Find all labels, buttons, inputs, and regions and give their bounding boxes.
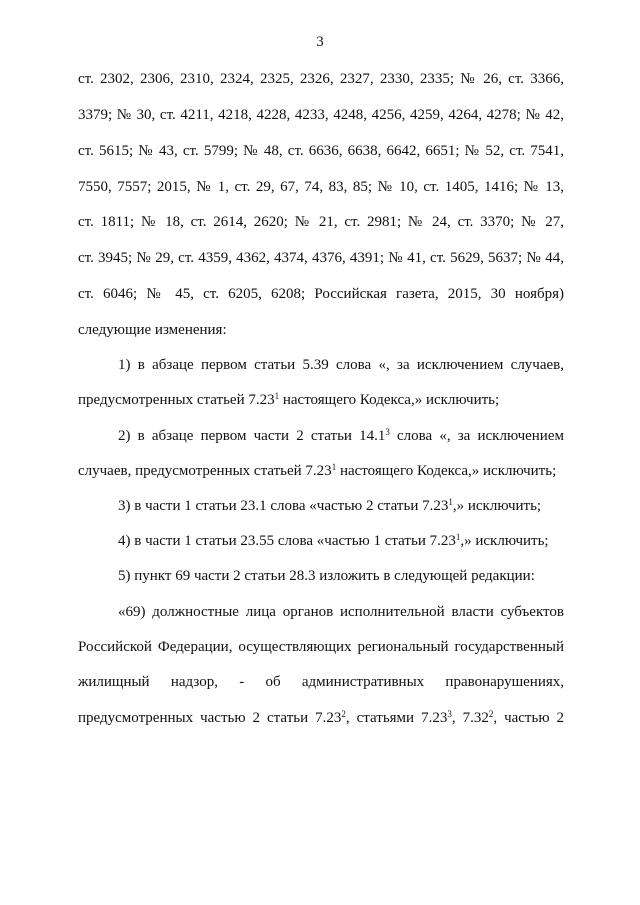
text-line: ст. 3945; № 29, ст. 4359, 4362, 4374, 4376, 4391; № 41, ст. 5629, 5637; № 44, bbox=[78, 250, 564, 266]
superscript: 1 bbox=[455, 532, 461, 542]
text-line: 3379; № 30, ст. 4211, 4218, 4228, 4233, 4248, 4256, 4259, 4264, 4278; № 42, bbox=[78, 107, 564, 123]
list-item-3: 3) в части 1 статьи 23.1 слова «частью 2 статьи 7.23$^1$,» исключить; bbox=[118, 497, 542, 514]
list-item-5: 5) пункт 69 части 2 статьи 28.3 изложить в следующей редакции: bbox=[118, 568, 535, 584]
list-item-4: 4) в части 1 статьи 23.55 слова «частью 1 статьи 7.23$^1$,» исключить; bbox=[118, 532, 549, 549]
superscript: 3 bbox=[447, 709, 452, 719]
text-line: ст. 6046; № 45, ст. 6205, 6208; Российская газета, 2015, 30 ноября) bbox=[78, 286, 564, 302]
text-line: ст. 5615; № 43, ст. 5799; № 48, ст. 6636, 6638, 6642, 6651; № 52, ст. 7541, bbox=[78, 143, 564, 159]
superscript: 1 bbox=[331, 462, 337, 472]
superscript: 2 bbox=[341, 709, 346, 719]
page-number: 3 bbox=[316, 34, 324, 50]
superscript: 1 bbox=[448, 497, 453, 507]
quoted-paragraph-line: «69) должностные лица органов исполнительной власти субъектов bbox=[118, 604, 564, 620]
quoted-paragraph-line: предусмотренных частью 2 статьи 7.23$^2$, статьями 7.23$^3$, 7.32$^2$, частью 2 bbox=[78, 709, 565, 726]
text-line: ст. 1811; № 18, ст. 2614, 2620; № 21, ст. 2981; № 24, ст. 3370; № 27, bbox=[78, 214, 564, 230]
superscript: 1 bbox=[274, 391, 280, 401]
text-line: следующие изменения: bbox=[78, 322, 227, 338]
superscript: 2 bbox=[488, 709, 494, 719]
list-item-1-continuation: предусмотренных статьей 7.23$^1$ настоящего Кодекса,» исключить; bbox=[78, 391, 500, 408]
text-line: 7550, 7557; 2015, № 1, ст. 29, 67, 74, 83, 85; № 10, ст. 1405, 1416; № 13, bbox=[78, 179, 564, 195]
superscript: 3 bbox=[385, 427, 390, 437]
text-line: ст. 2302, 2306, 2310, 2324, 2325, 2326, 2327, 2330, 2335; № 26, ст. 3366, bbox=[78, 71, 564, 87]
list-item-1-line: 1) в абзаце первом статьи 5.39 слова «, за исключением случаев, bbox=[118, 357, 564, 373]
quoted-paragraph-line: Российской Федерации, осуществляющих региональный государственный bbox=[78, 639, 564, 655]
quoted-paragraph-line: жилищный надзор, - об административных правонарушениях, bbox=[78, 674, 564, 690]
list-item-2-line: 2) в абзаце первом части 2 статьи 14.1$^3$ слова «, за исключением bbox=[118, 427, 564, 444]
list-item-2-continuation: случаев, предусмотренных статьей 7.23$^1$ настоящего Кодекса,» исключить; bbox=[78, 462, 557, 479]
